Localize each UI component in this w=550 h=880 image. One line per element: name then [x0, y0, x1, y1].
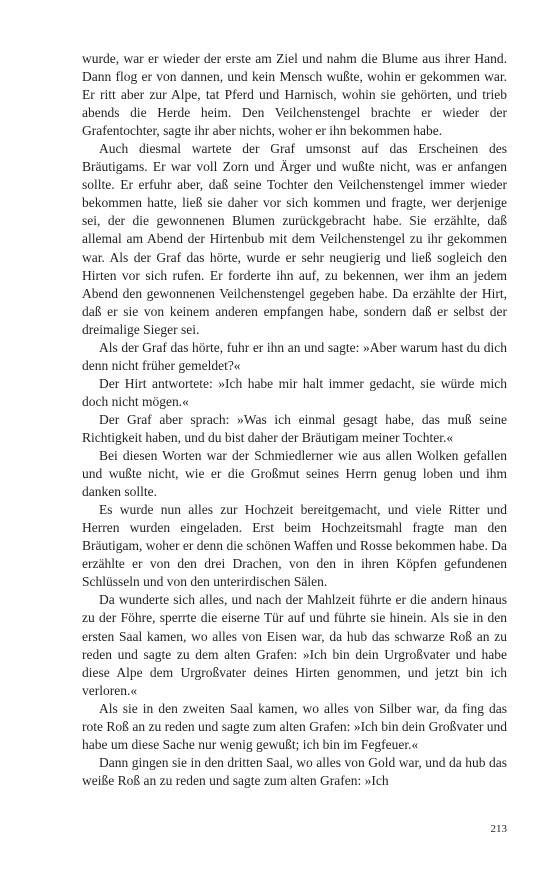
- paragraph: Da wunderte sich alles, und nach der Mahlzeit führte er die andern hinaus zu der Föhre, sperrte die eiserne Tür auf und führte sie hinein. Als sie in den ersten Saal kamen, wo alles von Eisen war, da hub das schwarze Roß an zu reden und sagte zu dem alten Grafen: »Ich bin dein Urgroßvater und habe diese Alpe dem Urgroßvater deines Hirten genommen, und jetzt bin ich verloren.«: [82, 592, 507, 698]
- paragraph: Als sie in den zweiten Saal kamen, wo alles von Silber war, da fing das rote Roß an zu reden und sagte zum alten Grafen: »Ich bin dein Großvater und habe um diese Sache nur wenig gewußt; ich bin im Fegfeuer.«: [82, 700, 507, 752]
- page-number: 213: [490, 823, 507, 835]
- paragraph: Dann gingen sie in den dritten Saal, wo alles von Gold war, und da hub das weiße Roß an zu reden und sagte zum alten Grafen: »Ich: [82, 754, 507, 788]
- paragraph: Auch diesmal wartete der Graf umsonst auf das Erscheinen des Bräutigams. Er war voll Zorn und Ärger und wußte nicht, was er anfangen sollte. Er erfuhr aber, daß seine Tochter den Veilchenstengel immer wieder bekommen hatte, ließ sie daher vor sich kommen und fragte, wer derjenige sei, der die gewonnenen Blumen zurückgebracht habe. Sie erzählte, daß allemal am Abend der Hirtenbub mit dem Veilchenstengel zu ihr gekommen war. Als der Graf das hörte, wurde er sehr neugierig und ließ sogleich den Hirten vor sich rufen. Er forderte ihn auf, zu bekennen, wer ihm an jedem Abend den gewonnenen Veilchenstengel gegeben habe. Da erzählte der Hirt, daß er sie von keinem anderen empfangen habe, sondern daß er selbst der dreimalige Sieger sei.: [82, 141, 507, 337]
- paragraph: Bei diesen Worten war der Schmiedlerner wie aus allen Wolken gefallen und wußte nicht, wie er die Großmut seines Herrn genug loben und ihm danken sollte.: [82, 448, 507, 500]
- paragraph: Der Hirt antwortete: »Ich habe mir halt immer gedacht, sie würde mich doch nicht mögen.«: [82, 375, 507, 409]
- paragraph: Der Graf aber sprach: »Was ich einmal gesagt habe, das muß seine Richtigkeit haben, und du bist daher der Bräutigam meiner Tochter.«: [82, 411, 507, 445]
- paragraph: Als der Graf das hörte, fuhr er ihn an und sagte: »Aber warum hast du dich denn nicht früher gemeldet?«: [82, 339, 507, 373]
- body-text: [82, 50, 507, 790]
- paragraph: wurde, war er wieder der erste am Ziel und nahm die Blume aus ihrer Hand. Dann flog er von dannen, und kein Mensch wußte, wohin er gekommen war. Er ritt aber zur Alpe, tat Pferd und Harnisch, wohin sie gehörten, und trieb abends die Herde heim. Den Veilchenstengel brachte er wieder der Grafentochter, sagte ihr aber nichts, woher er ihn bekommen habe.: [82, 51, 507, 139]
- paragraph: Es wurde nun alles zur Hochzeit bereitgemacht, und viele Ritter und Herren wurden eingeladen. Erst beim Hochzeitsmahl fragte man den Bräutigam, woher er denn die schönen Waffen und Rosse bekommen habe. Da erzählte er von den drei Drachen, von den in ihren Köpfen gefundenen Schlüsseln und von den unterirdischen Sälen.: [82, 502, 507, 590]
